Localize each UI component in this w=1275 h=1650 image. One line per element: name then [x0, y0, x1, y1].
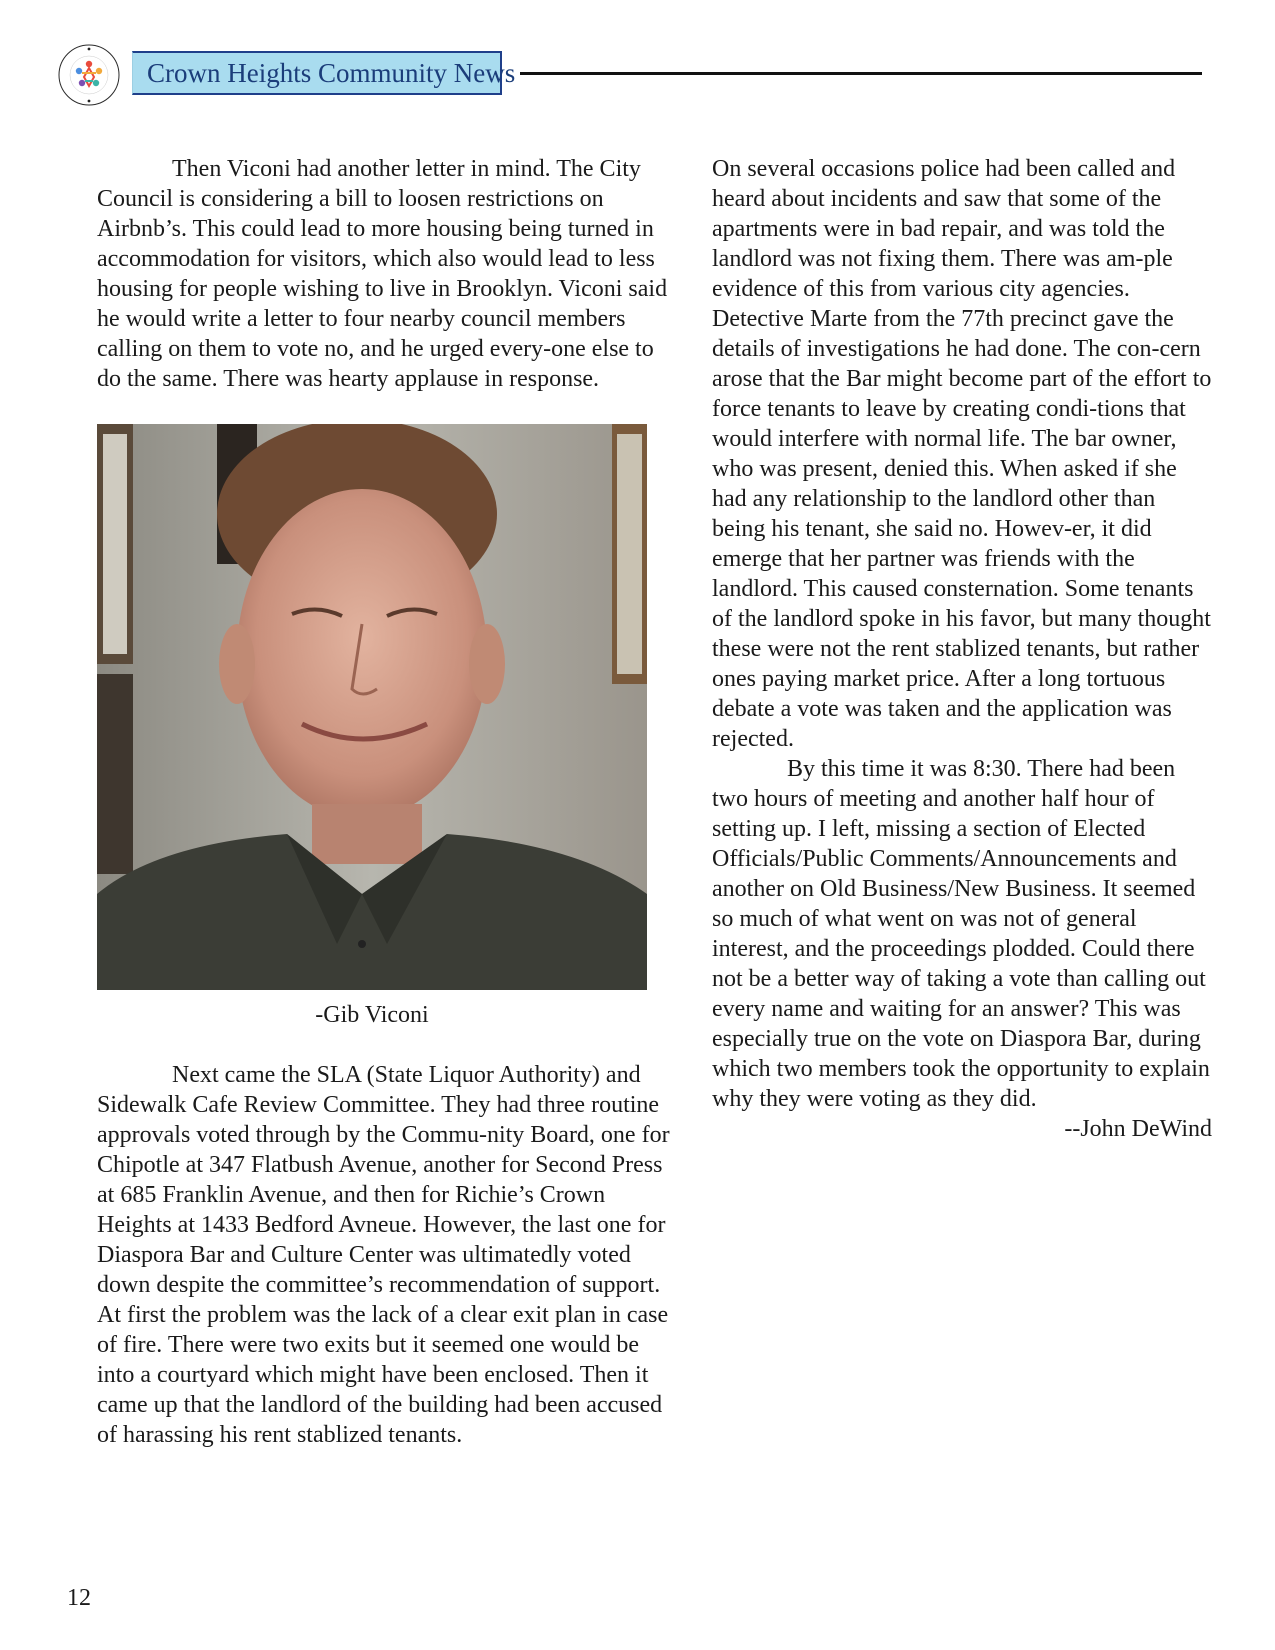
left-column — [97, 154, 677, 1450]
author-signature: --John DeWind — [1064, 1116, 1212, 1142]
page-number: 12 — [67, 1585, 91, 1611]
portrait-photo-icon — [97, 424, 647, 990]
publication-title: Crown Heights Community News — [132, 51, 502, 95]
article-paragraph: On several occasions police had been called and heard about incidents and saw that some of the apartments were in bad repair, and was told the landlord was not fixing them. There was am-ple evidence of this from various city agencies. Detective Marte from the 77th precinct gave the details of investigations he had done. The con-cern arose that the Bar might become part of the effort to force tenants to leave by creating condi-tions that would interfere with normal life. The bar owner, who was present, denied this. When asked if she had any relationship to the landlord other than being his tenant, she said no. Howev-er, it did emerge that her partner was friends with the landlord. This caused consternation. Some tenants of the landlord spoke in his favor, but many thought these were not the rent stablized tenants, but rather ones paying market price. After a long tortuous debate a vote was taken and the application was rejected. — [712, 156, 1212, 752]
header-divider — [520, 72, 1202, 75]
right-column — [712, 154, 1212, 1144]
community-organization-logo-icon — [58, 44, 120, 106]
article-paragraph: Next came the SLA (State Liquor Authority) and Sidewalk Cafe Review Committee. They had three routine approvals voted through by the Commu-nity Board, one for Chipotle at 347 Flatbush Avenue, another for Second Press at 685 Franklin Avenue, and then for Richie’s Crown Heights at 1433 Bedford Avneue. However, the last one for Diaspora Bar and Culture Center was ultimatedly voted down despite the committee’s recommendation of support. At first the problem was the lack of a clear exit plan in case of fire. There were two exits but it seemed one would be into a courtyard which might have been enclosed. Then it came up that the landlord of the building had been accused of harassing his rent stablized tenants. — [97, 1062, 670, 1448]
article-paragraph: By this time it was 8:30. There had been two hours of meeting and another half hour of setting up. I left, missing a section of Elected Officials/Public Comments/Announcements and another on Old Business/New Business. It seemed so much of what went on was not of general interest, and the proceedings plodded. Could there not be a better way of taking a vote than calling out every name and waiting for an answer? This was especially true on the vote on Diaspora Bar, during which two members took the opportunity to explain why they were voting as they did. — [712, 756, 1210, 1112]
article-paragraph: Then Viconi had another letter in mind. The City Council is considering a bill to loosen restrictions on Airbnb’s. This could lead to more housing being turned in accommodation for visitors, which also would lead to less housing for people wishing to live in Brooklyn. Viconi said he would write a letter to four nearby council members calling on them to vote no, and he urged every-one else to do the same. There was hearty applause in response. — [97, 156, 668, 392]
photo-caption: -Gib Viconi — [315, 1002, 429, 1028]
